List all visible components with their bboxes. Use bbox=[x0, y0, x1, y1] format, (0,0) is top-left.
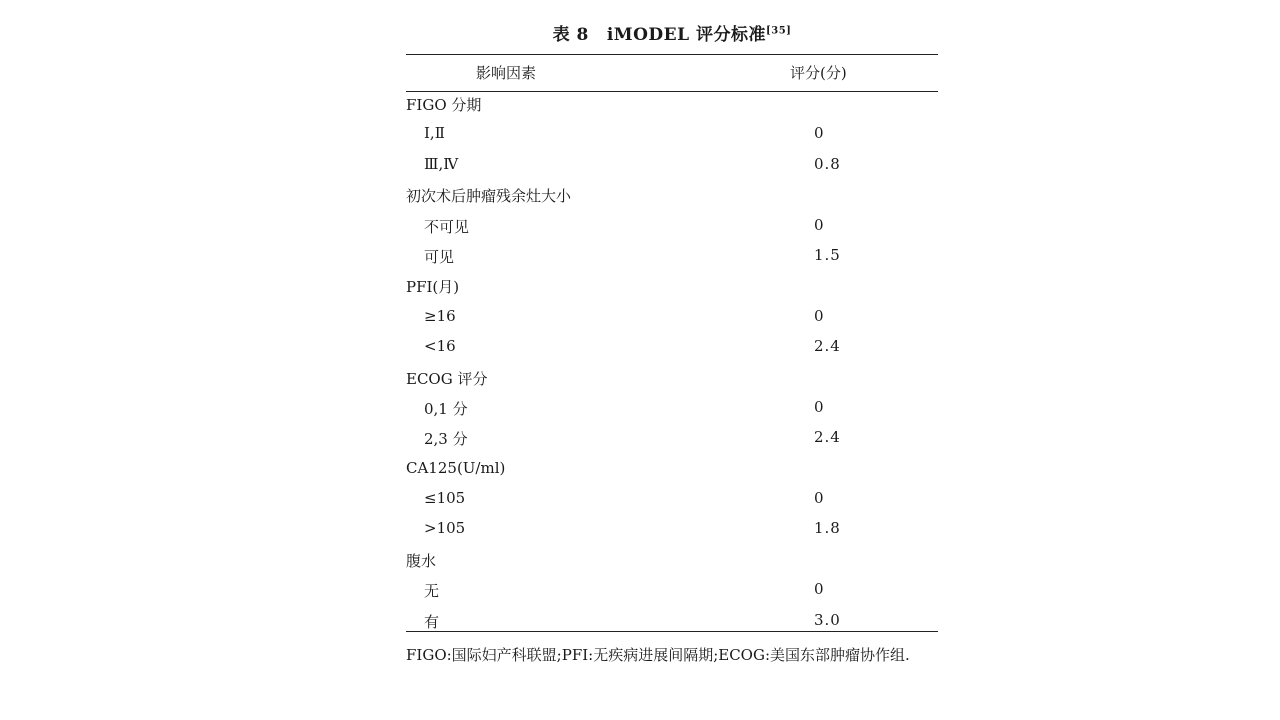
table-row-category bbox=[406, 456, 938, 486]
table-row-option bbox=[406, 152, 938, 182]
row-factor: 不可见 bbox=[424, 217, 470, 236]
header-factor: 影响因素 bbox=[476, 64, 537, 82]
table-row-option bbox=[406, 243, 938, 273]
table-bottom-rule bbox=[406, 631, 938, 632]
row-score: 3.0 bbox=[814, 610, 841, 629]
table-label: 表 8 bbox=[552, 25, 589, 45]
row-score: 2.4 bbox=[814, 337, 841, 356]
row-factor: 有 bbox=[424, 612, 440, 631]
row-factor: 腹水 bbox=[406, 551, 437, 570]
table-row-category bbox=[406, 365, 938, 395]
row-score: 0 bbox=[814, 215, 825, 234]
table-top-rule bbox=[406, 54, 938, 55]
table-row-option bbox=[406, 577, 938, 607]
table-row-category bbox=[406, 91, 938, 121]
table-row-option bbox=[406, 516, 938, 546]
row-score: 0 bbox=[814, 580, 825, 599]
table-row-option bbox=[406, 425, 938, 455]
row-factor: ECOG 评分 bbox=[406, 369, 488, 388]
row-factor: CA125(U/ml) bbox=[406, 458, 506, 477]
table-row-option bbox=[406, 334, 938, 364]
row-factor: FIGO 分期 bbox=[406, 96, 482, 114]
row-factor: 2,3 分 bbox=[424, 430, 468, 449]
table-row-category bbox=[406, 273, 938, 303]
row-factor: 可见 bbox=[424, 247, 455, 266]
row-score: 0 bbox=[814, 489, 825, 508]
table-row-option bbox=[406, 486, 938, 516]
row-score: 1.5 bbox=[814, 245, 841, 264]
row-factor: ≤105 bbox=[424, 489, 466, 508]
row-factor: Ⅰ,Ⅱ bbox=[424, 124, 445, 143]
header-score: 评分(分) bbox=[790, 64, 847, 82]
table-reference[interactable]: [35] bbox=[766, 25, 792, 37]
row-factor: 0,1 分 bbox=[424, 399, 468, 418]
row-factor: PFI(月) bbox=[406, 278, 460, 297]
row-factor: Ⅲ,Ⅳ bbox=[424, 154, 459, 173]
row-score: 1.8 bbox=[814, 519, 841, 538]
row-factor: <16 bbox=[424, 337, 456, 356]
table-footnote: FIGO:国际妇产科联盟;PFI:无疾病进展间隔期;ECOG:美国东部肿瘤协作组. bbox=[406, 646, 910, 664]
table-row-category bbox=[406, 547, 938, 577]
table-row-category bbox=[406, 182, 938, 212]
table-row-option bbox=[406, 121, 938, 151]
table-header bbox=[406, 58, 938, 88]
table-row-option bbox=[406, 608, 938, 638]
table-name: iMODEL 评分标准 bbox=[606, 25, 766, 45]
row-score: 0.8 bbox=[814, 154, 841, 173]
row-factor: >105 bbox=[424, 519, 466, 538]
row-factor: ≥16 bbox=[424, 306, 456, 325]
table-title bbox=[406, 20, 938, 45]
row-score: 0 bbox=[814, 124, 825, 143]
table-row-option bbox=[406, 395, 938, 425]
table-row-option bbox=[406, 213, 938, 243]
row-score: 0 bbox=[814, 397, 825, 416]
row-factor: 初次术后肿瘤残余灶大小 bbox=[406, 187, 572, 206]
row-score: 0 bbox=[814, 306, 825, 325]
row-factor: 无 bbox=[424, 582, 440, 601]
table-row-option bbox=[406, 304, 938, 334]
table-body bbox=[406, 91, 938, 638]
row-score: 2.4 bbox=[814, 428, 841, 447]
